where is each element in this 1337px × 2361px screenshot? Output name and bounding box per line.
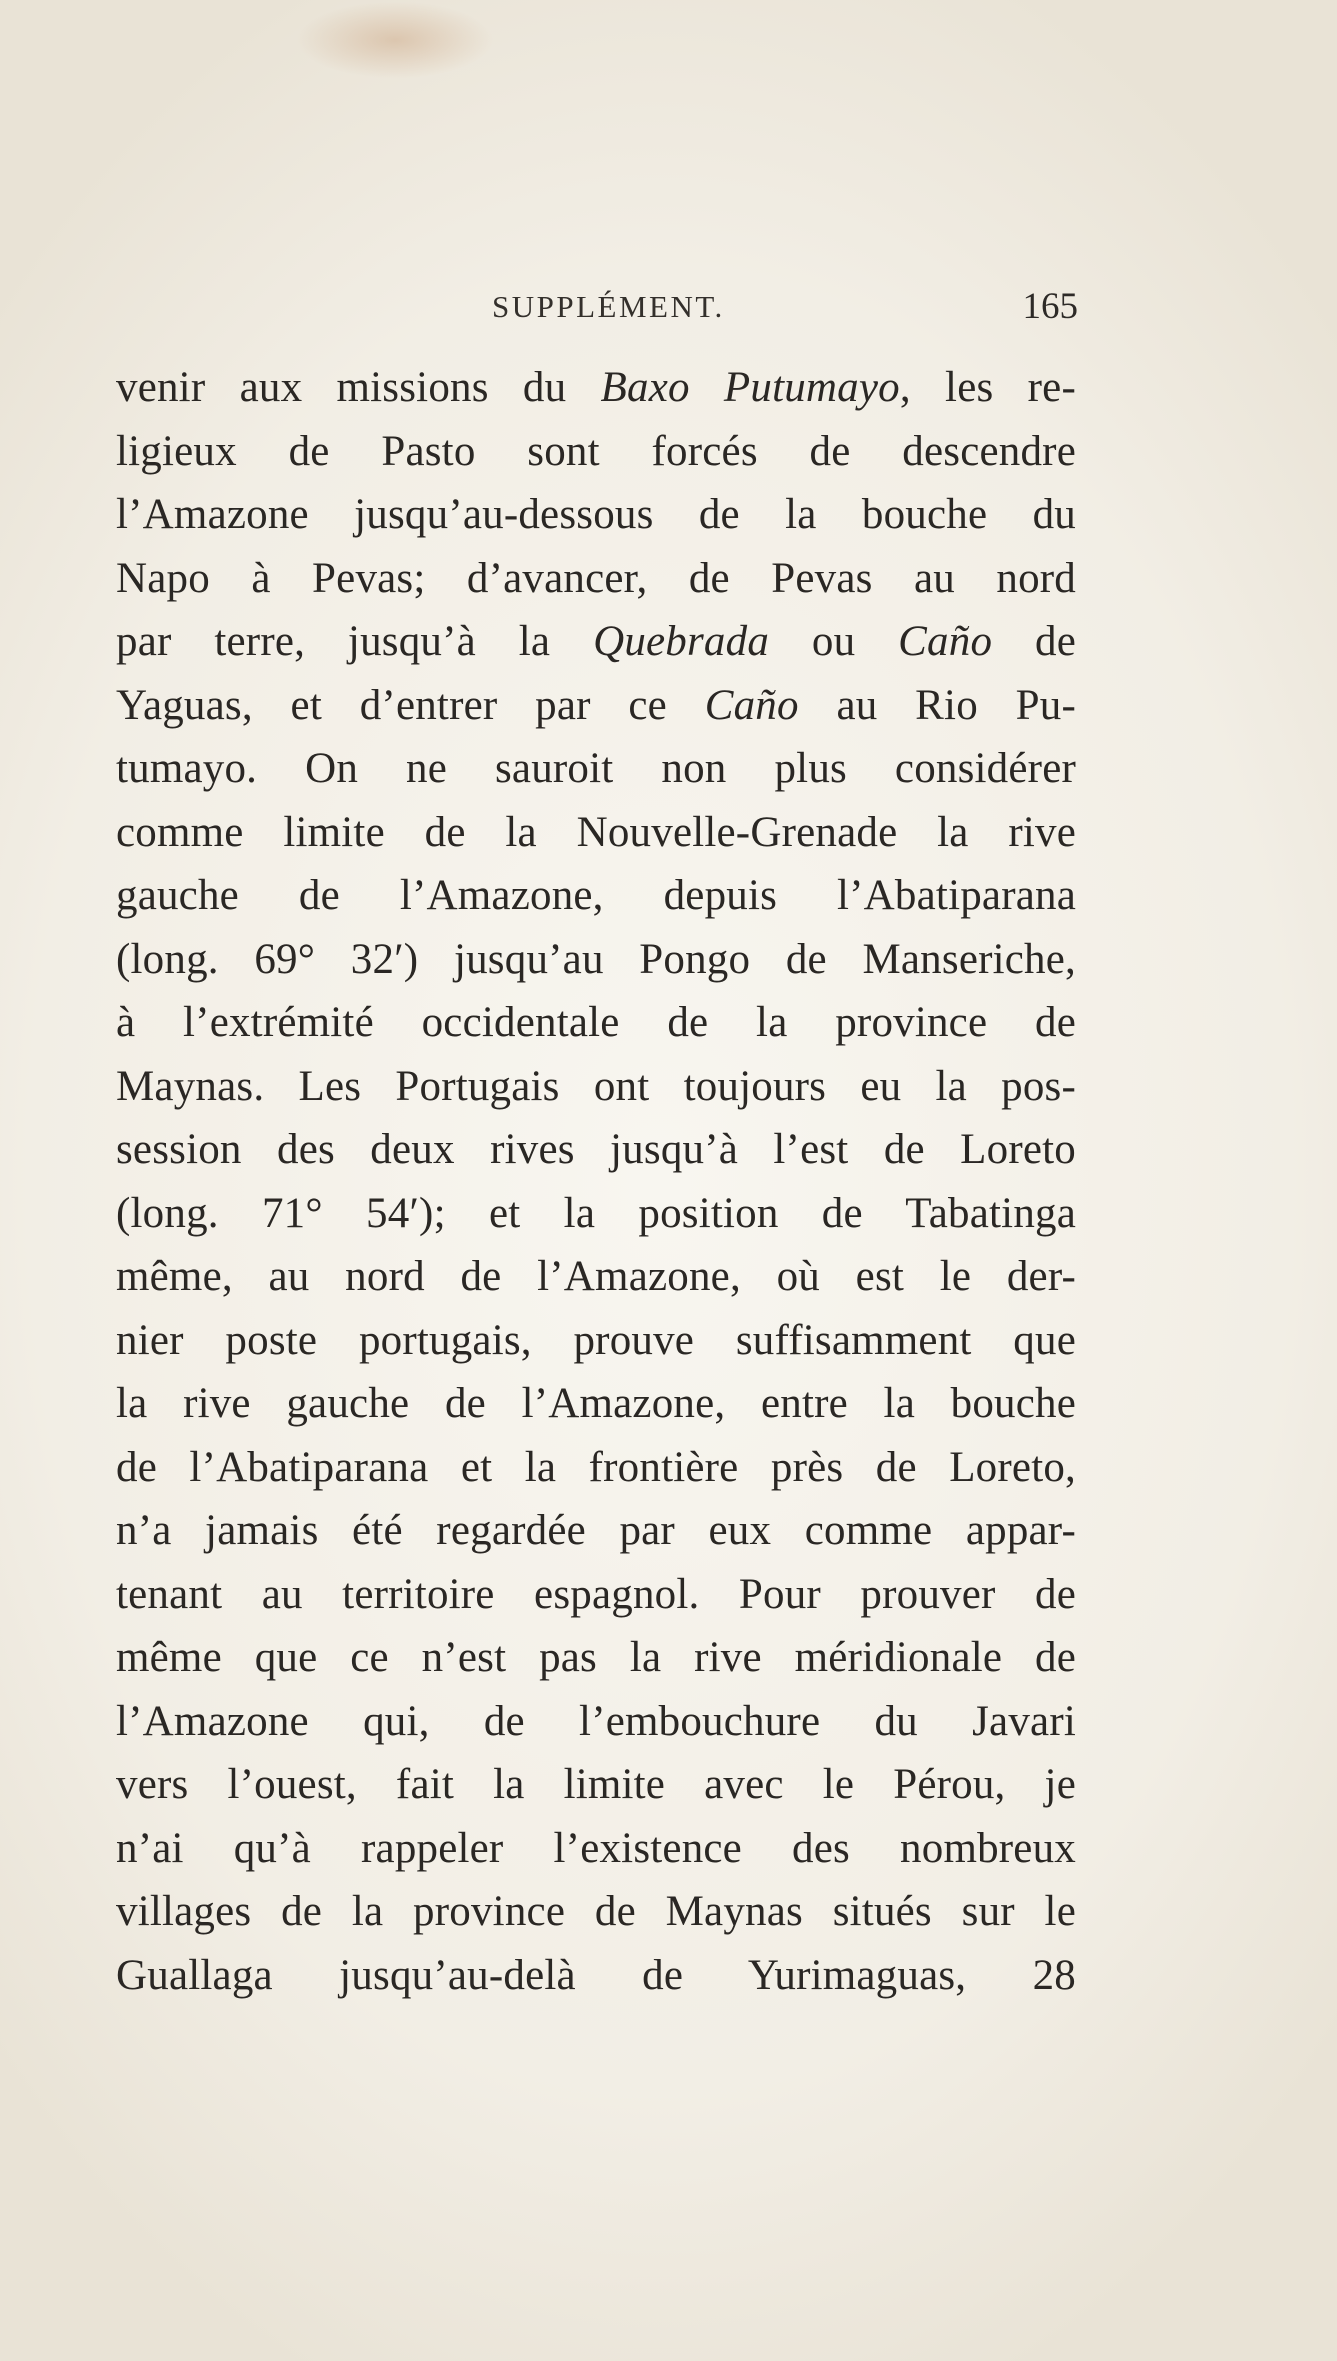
text-segment: session des deux rives jusqu’à l’est de Loreto [116, 1126, 1076, 1173]
italic-text: Baxo Putumayo [600, 364, 900, 411]
text-segment: Napo à Pevas; d’avancer, de Pevas au nord [116, 554, 1076, 602]
text-line [116, 1880, 1076, 1944]
italic-text: Caño [704, 681, 799, 729]
text-line [116, 1944, 1076, 2008]
text-segment: gauche de l’Amazone, depuis l’Abatiparana [116, 872, 1076, 919]
text-line [116, 1309, 1076, 1373]
text-line [116, 928, 1076, 992]
text-segment: même, au nord de l’Amazone, où est le der- [116, 1253, 1076, 1300]
text-segment: de l’Abatiparana et la frontière près de Loreto, [116, 1443, 1076, 1491]
text-segment: Guallaga jusqu’au-delà de Yurimaguas, 28 [116, 1951, 1076, 1999]
text-line [116, 1690, 1076, 1754]
text-segment: , les re- [899, 364, 1076, 411]
text-segment: par terre, jusqu’à la [116, 618, 594, 665]
text-segment: villages de la province de Maynas situés sur le [116, 1888, 1076, 1935]
text-line [116, 1118, 1076, 1182]
text-line [116, 737, 1076, 801]
text-segment: nier poste portugais, prouve suffisamment que [116, 1316, 1076, 1364]
text-line [116, 1055, 1076, 1119]
text-segment: comme limite de la Nouvelle-Grenade la rive [116, 808, 1076, 856]
text-segment: vers l’ouest, fait la limite avec le Pérou, je [116, 1761, 1076, 1808]
text-line [116, 674, 1076, 738]
text-segment: Yaguas, et d’entrer par ce [116, 681, 705, 729]
text-line [116, 420, 1076, 484]
body-text [116, 356, 1076, 2007]
text-segment: à l’extrémité occidentale de la province de [116, 999, 1076, 1046]
running-head: SUPPLÉMENT. [492, 289, 725, 324]
text-segment: tumayo. On ne sauroit non plus considérer [116, 745, 1076, 792]
text-line [116, 483, 1076, 547]
text-line [116, 1563, 1076, 1627]
text-segment: la rive gauche de l’Amazone, entre la bouche [116, 1380, 1076, 1427]
text-segment: même que ce n’est pas la rive méridionale de [116, 1634, 1076, 1681]
text-line [116, 1753, 1076, 1817]
text-line [116, 1182, 1076, 1246]
text-segment: ou [769, 618, 899, 665]
text-line [116, 864, 1076, 928]
text-segment: n’ai qu’à rappeler l’existence des nombreux [116, 1824, 1076, 1872]
text-line [116, 991, 1076, 1055]
text-segment: au Rio Pu- [798, 681, 1076, 729]
text-segment: tenant au territoire espagnol. Pour prouver de [116, 1570, 1076, 1618]
text-segment: n’a jamais été regardée par eux comme appar- [116, 1507, 1076, 1554]
text-line [116, 547, 1076, 611]
text-line [116, 610, 1076, 674]
italic-text: Quebrada [593, 618, 770, 665]
text-segment: (long. 71° 54′); et la position de Tabatinga [116, 1189, 1076, 1237]
text-line [116, 1817, 1076, 1881]
text-segment: venir aux missions du [116, 364, 601, 411]
text-segment: (long. 69° 32′) jusqu’au Pongo de Manseriche, [116, 935, 1076, 983]
text-line [116, 1499, 1076, 1563]
text-segment: ligieux de Pasto sont forcés de descendre [116, 427, 1076, 475]
text-segment: l’Amazone qui, de l’embouchure du Javari [116, 1697, 1076, 1745]
page-header [118, 285, 1078, 335]
text-segment: Maynas. Les Portugais ont toujours eu la pos- [116, 1062, 1076, 1110]
text-line [116, 356, 1076, 420]
text-line [116, 1436, 1076, 1500]
text-line [116, 1245, 1076, 1309]
text-line [116, 1372, 1076, 1436]
text-segment: de [992, 618, 1076, 665]
text-segment: l’Amazone jusqu’au-dessous de la bouche du [116, 491, 1076, 538]
text-line [116, 1626, 1076, 1690]
page-number: 165 [1022, 286, 1078, 327]
text-line [116, 801, 1076, 865]
italic-text: Caño [898, 618, 993, 665]
